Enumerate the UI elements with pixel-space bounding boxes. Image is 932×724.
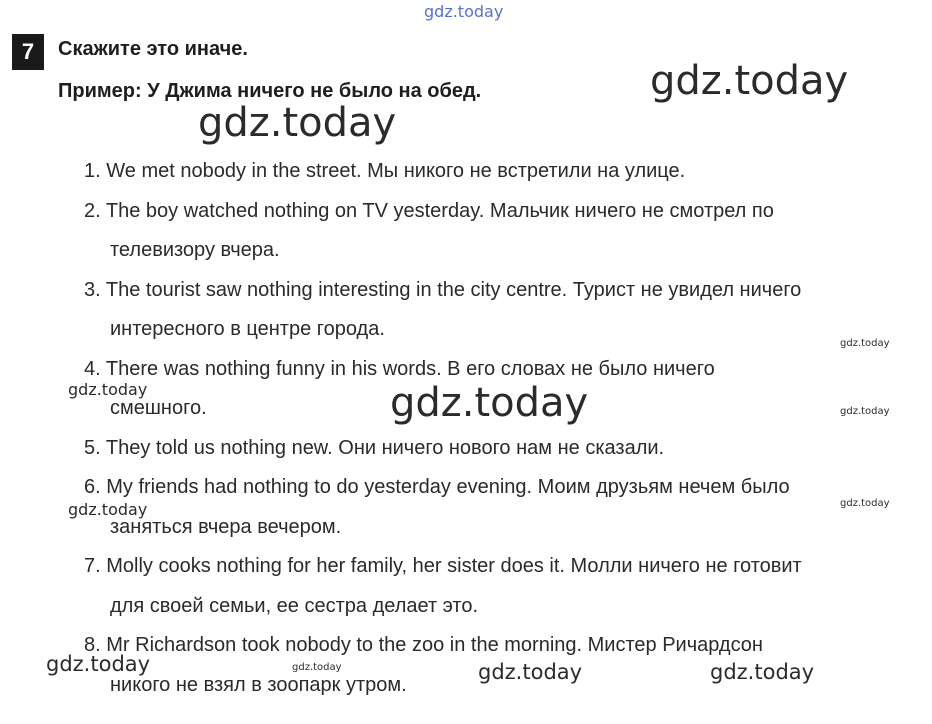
answer-continuation: для своей семьи, ее сестра делает это. bbox=[110, 594, 479, 617]
answer-item-6 bbox=[84, 468, 922, 547]
answer-item-7 bbox=[84, 547, 922, 626]
answer-number: 4. bbox=[84, 357, 101, 380]
answer-text: The tourist saw nothing interesting in the city centre. Турист не увидел ничего bbox=[105, 278, 802, 301]
answer-number: 2. bbox=[84, 199, 101, 222]
answer-continuation: телевизору вчера. bbox=[110, 239, 280, 261]
watermark: gdz.today bbox=[840, 498, 890, 509]
answer-item-2 bbox=[84, 192, 922, 271]
answer-item-3 bbox=[84, 271, 922, 350]
watermark: gdz.today bbox=[390, 380, 589, 426]
answer-item-1 bbox=[84, 152, 922, 192]
watermark: gdz.today bbox=[478, 660, 583, 684]
answer-text: Molly cooks nothing for her family, her sister does it. Молли ничего не готовит bbox=[106, 555, 802, 577]
answer-text: We met nobody in the street. Мы никого не встретили на улице. bbox=[106, 160, 686, 182]
exercise-title: Скажите это иначе. bbox=[58, 38, 248, 60]
answer-number: 1. bbox=[84, 160, 101, 182]
watermark: gdz.today bbox=[68, 500, 148, 519]
exercise-number-badge: 7 bbox=[12, 34, 44, 70]
answer-number: 5. bbox=[84, 436, 101, 459]
watermark: gdz.today bbox=[840, 406, 890, 417]
answer-text: There was nothing funny in his words. В его словах не было ничего bbox=[105, 357, 715, 380]
answer-number: 6. bbox=[84, 476, 101, 498]
watermark: gdz.today bbox=[292, 662, 342, 673]
watermark: gdz.today bbox=[68, 380, 148, 399]
answer-continuation: никого не взял в зоопарк утром. bbox=[110, 673, 407, 696]
watermark-top: gdz.today bbox=[424, 2, 504, 21]
answer-text: The boy watched nothing on TV yesterday. Мальчик ничего не смотрел по bbox=[105, 199, 774, 222]
answer-number: 8. bbox=[84, 634, 101, 656]
answer-continuation: смешного. bbox=[110, 397, 207, 419]
watermark: gdz.today bbox=[198, 100, 397, 146]
answer-text: Mr Richardson took nobody to the zoo in the morning. Мистер Ричардсон bbox=[106, 634, 763, 656]
watermark: gdz.today bbox=[710, 660, 815, 684]
answer-item-5 bbox=[84, 429, 922, 469]
answer-text: They told us nothing new. Они ничего нового нам не сказали. bbox=[105, 436, 665, 459]
answer-list bbox=[84, 152, 922, 705]
answer-continuation: заняться вчера вечером. bbox=[110, 515, 342, 538]
watermark: gdz.today bbox=[650, 58, 849, 104]
answer-continuation: интересного в центре города. bbox=[110, 318, 385, 340]
watermark: gdz.today bbox=[840, 338, 890, 349]
answer-text: My friends had nothing to do yesterday evening. Моим друзьям нечем было bbox=[106, 476, 790, 498]
answer-number: 3. bbox=[84, 278, 101, 301]
watermark: gdz.today bbox=[46, 652, 151, 676]
exercise-example: Пример: У Джима ничего не было на обед. bbox=[58, 80, 482, 102]
answer-number: 7. bbox=[84, 555, 101, 577]
